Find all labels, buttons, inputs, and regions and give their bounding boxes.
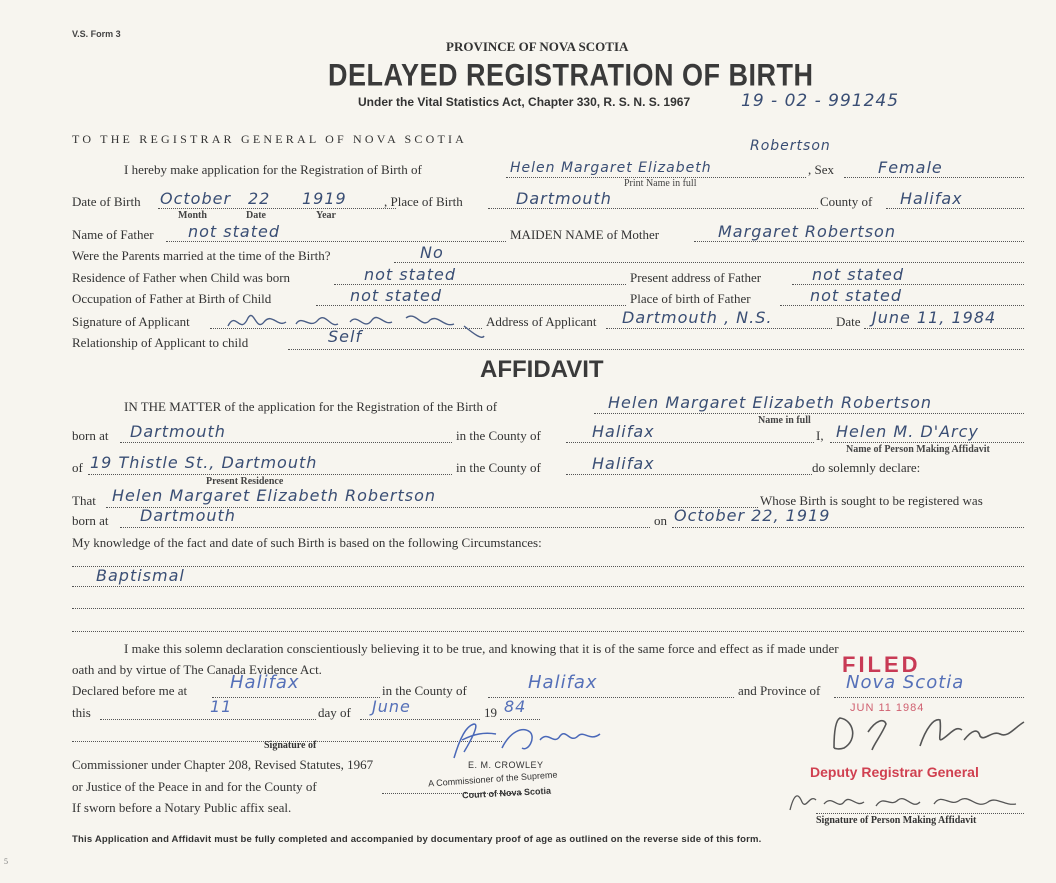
on-date-value: October 22, 1919 bbox=[674, 506, 831, 525]
year-prefix: 19 bbox=[484, 705, 497, 720]
declared-label: Declared before me at bbox=[72, 683, 188, 698]
intro-label: I hereby make application for the Registration of Birth of bbox=[124, 162, 422, 177]
child-surname: Robertson bbox=[750, 138, 831, 154]
declared-county-value: Halifax bbox=[528, 672, 598, 693]
residence-value: 19 Thistle St., Dartmouth bbox=[90, 453, 318, 472]
relationship-label: Relationship of Applicant to child bbox=[72, 335, 249, 350]
in-county-label: in the County of bbox=[456, 428, 541, 443]
commissioner-stamp-line2: Court of Nova Scotia bbox=[461, 785, 552, 801]
declared-county-label: in the County of bbox=[382, 683, 467, 698]
that-name: Helen Margaret Elizabeth Robertson bbox=[112, 486, 437, 505]
date-applicant-value: June 11, 1984 bbox=[872, 308, 997, 327]
registration-number: 19 - 02 - 991245 bbox=[741, 91, 900, 111]
date-label: Date bbox=[246, 210, 266, 221]
of-label: of bbox=[72, 460, 83, 475]
province-label: and Province of bbox=[738, 683, 821, 698]
filed-date-stamp: JUN 11 1984 bbox=[850, 702, 925, 714]
commissioner-stamp-line1: A Commissioner of the Supreme bbox=[427, 769, 558, 789]
born-at2-value: Dartmouth bbox=[140, 506, 236, 525]
birthplace-father-label: Place of birth of Father bbox=[630, 291, 751, 306]
matter-label: IN THE MATTER of the application for the Registration of the Birth of bbox=[124, 399, 498, 414]
commissioner-label: Commissioner under Chapter 208, Revised Statutes, 1967 bbox=[72, 757, 374, 772]
born-at-value: Dartmouth bbox=[130, 422, 226, 441]
name-full-label: Name in full bbox=[758, 415, 811, 426]
present-father-label: Present address of Father bbox=[630, 270, 762, 285]
res-father-value: not stated bbox=[364, 265, 456, 284]
knowledge-label: My knowledge of the fact and date of such Birth is based on the following Circumstances: bbox=[72, 535, 542, 550]
relationship-value: Self bbox=[328, 327, 363, 346]
child-name: Helen Margaret Elizabeth bbox=[510, 160, 712, 176]
address-label: Address of Applicant bbox=[486, 314, 597, 329]
in-county2-label: in the County of bbox=[456, 460, 541, 475]
father-label: Name of Father bbox=[72, 227, 154, 242]
declaration-para1: I make this solemn declaration conscientiously believing it to be true, and knowing that it is of the same force and effect as if made under bbox=[124, 641, 839, 656]
matter-name: Helen Margaret Elizabeth Robertson bbox=[608, 393, 933, 412]
born-at2-label: born at bbox=[72, 513, 109, 528]
year-label: Year bbox=[316, 210, 336, 221]
address-value: Dartmouth , N.S. bbox=[622, 308, 773, 327]
sig-applicant-label: Signature of Applicant bbox=[72, 314, 190, 329]
year-suffix: 84 bbox=[504, 697, 527, 716]
dob-day: 22 bbox=[248, 189, 271, 208]
act-subtitle: Under the Vital Statistics Act, Chapter 330, R. S. N. S. 1967 bbox=[358, 95, 691, 109]
res-father-label: Residence of Father when Child was born bbox=[72, 270, 291, 285]
form-number: V.S. Form 3 bbox=[72, 29, 121, 39]
pob-label: , Place of Birth bbox=[384, 194, 463, 209]
deputy-registrar-stamp: Deputy Registrar General bbox=[810, 764, 979, 780]
declared-province-value: Nova Scotia bbox=[846, 672, 965, 693]
county-affidavit: Halifax bbox=[592, 422, 655, 441]
circumstance-value: Baptismal bbox=[96, 566, 185, 585]
sex-value: Female bbox=[878, 158, 943, 177]
footer-note: This Application and Affidavit must be fully completed and accompanied by documentary proof of age as outlined on the reverse side of this form. bbox=[72, 834, 762, 845]
birthplace-father-value: not stated bbox=[810, 286, 902, 305]
affiant-name: Helen M. D'Arcy bbox=[836, 422, 979, 441]
print-name-label: Print Name in full bbox=[624, 178, 697, 189]
affidavit-heading: AFFIDAVIT bbox=[480, 356, 604, 383]
county2-affidavit: Halifax bbox=[592, 454, 655, 473]
affiant-signature bbox=[784, 788, 1024, 816]
occ-father-label: Occupation of Father at Birth of Child bbox=[72, 291, 272, 306]
page-title: DELAYED REGISTRATION OF BIRTH bbox=[328, 58, 814, 93]
father-value: not stated bbox=[188, 222, 280, 241]
occ-father-value: not stated bbox=[350, 286, 442, 305]
province-heading: PROVINCE OF NOVA SCOTIA bbox=[446, 39, 629, 54]
declare-label: do solemnly declare: bbox=[812, 460, 921, 475]
notary-label: If sworn before a Notary Public affix seal. bbox=[72, 800, 292, 815]
to-registrar-line: TO THE REGISTRAR GENERAL OF NOVA SCOTIA bbox=[72, 132, 468, 146]
county-value: Halifax bbox=[900, 189, 963, 208]
on-label: on bbox=[654, 513, 667, 528]
mother-value: Margaret Robertson bbox=[718, 222, 896, 241]
day-of-label: day of bbox=[318, 705, 351, 720]
deputy-signature bbox=[824, 710, 1034, 760]
dob-month: October bbox=[160, 189, 232, 208]
sig-person-label: Signature of Person Making Affidavit bbox=[816, 815, 977, 826]
commissioner-signature bbox=[440, 718, 610, 766]
county-label: County of bbox=[820, 194, 873, 209]
dob-year: 1919 bbox=[302, 189, 347, 208]
commissioner-stamp-name: E. M. CROWLEY bbox=[468, 760, 544, 770]
filed-stamp: FILED bbox=[842, 652, 921, 677]
corner-mark: 5 bbox=[4, 857, 8, 866]
residence-label: Present Residence bbox=[206, 476, 284, 487]
date-applicant-label: Date bbox=[836, 314, 861, 329]
justice-label: or Justice of the Peace in and for the County of bbox=[72, 779, 317, 794]
this-label: this bbox=[72, 705, 91, 720]
mother-label: MAIDEN NAME of Mother bbox=[510, 227, 660, 242]
declared-at-value: Halifax bbox=[230, 672, 300, 693]
dob-label: Date of Birth bbox=[72, 194, 141, 209]
pob-value: Dartmouth bbox=[516, 189, 612, 208]
married-value: No bbox=[420, 243, 444, 262]
month-label: Month bbox=[178, 210, 207, 221]
married-label: Were the Parents married at the time of the Birth? bbox=[72, 248, 331, 263]
whose-label: Whose Birth is sought to be registered was bbox=[760, 493, 983, 508]
sex-label: , Sex bbox=[808, 162, 834, 177]
present-father-value: not stated bbox=[812, 265, 904, 284]
i-label: I, bbox=[816, 428, 824, 443]
month-value: June bbox=[372, 697, 411, 716]
affiant-label: Name of Person Making Affidavit bbox=[846, 444, 990, 455]
that-label: That bbox=[72, 493, 96, 508]
day-value: 11 bbox=[210, 697, 233, 716]
declaration-para2: oath and by virtue of The Canada Evidence Act. bbox=[72, 662, 322, 677]
born-at-label: born at bbox=[72, 428, 109, 443]
sig-of-label: Signature of bbox=[264, 740, 317, 751]
